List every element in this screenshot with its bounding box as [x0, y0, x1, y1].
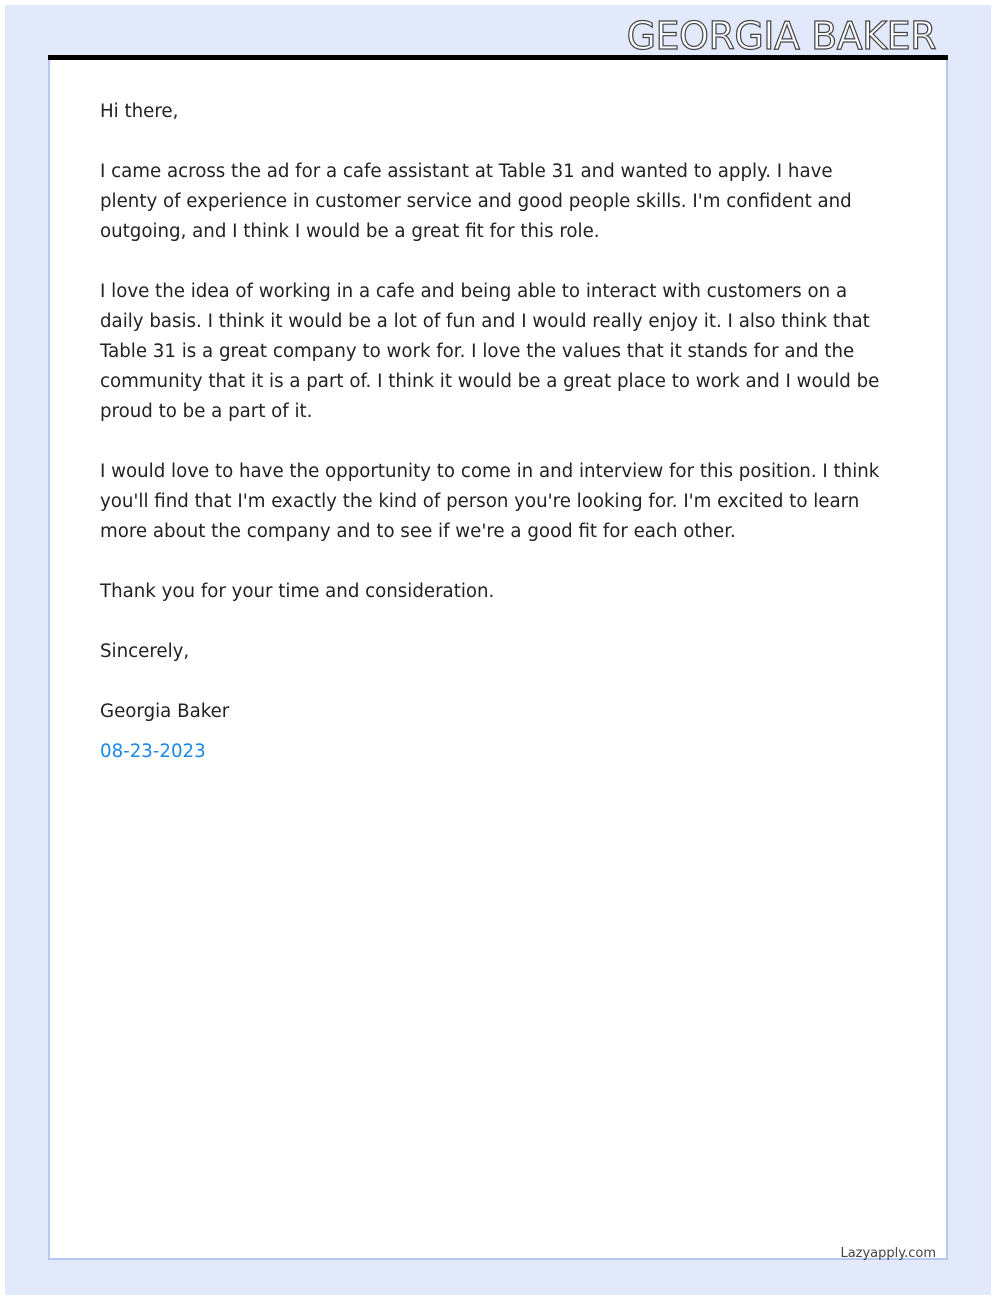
- footer-credit: Lazyapply.com: [840, 1246, 936, 1261]
- letter-paragraph: Thank you for your time and consideration.: [100, 581, 495, 602]
- letter-date: 08-23-2023: [100, 741, 206, 762]
- letter-closing: Sincerely,: [100, 641, 190, 662]
- letter-greeting: Hi there,: [100, 101, 179, 122]
- letter-paragraph: I came across the ad for a cafe assistant at Table 31 and wanted to apply. I have plenty of experience in customer service and good people skills. I'm confident and outgoing, and I think I would be a great fit for this role.: [100, 161, 852, 242]
- applicant-name-heading: GEORGIA BAKER: [626, 14, 936, 58]
- letter-body: [100, 97, 895, 767]
- letter-paragraph: I love the idea of working in a cafe and being able to interact with customers on a daily basis. I think it would be a lot of fun and I would really enjoy it. I also think that Table 31 is a great company to work for. I love the values that it stands for and the community that it is a part of. I think it would be a great place to work and I would be proud to be a part of it.: [100, 281, 880, 422]
- letter-signature: Georgia Baker: [100, 701, 230, 722]
- letter-paragraph: I would love to have the opportunity to come in and interview for this position. I think you'll find that I'm exactly the kind of person you're looking for. I'm excited to learn more about the company and to see if we're a good fit for each other.: [100, 461, 880, 542]
